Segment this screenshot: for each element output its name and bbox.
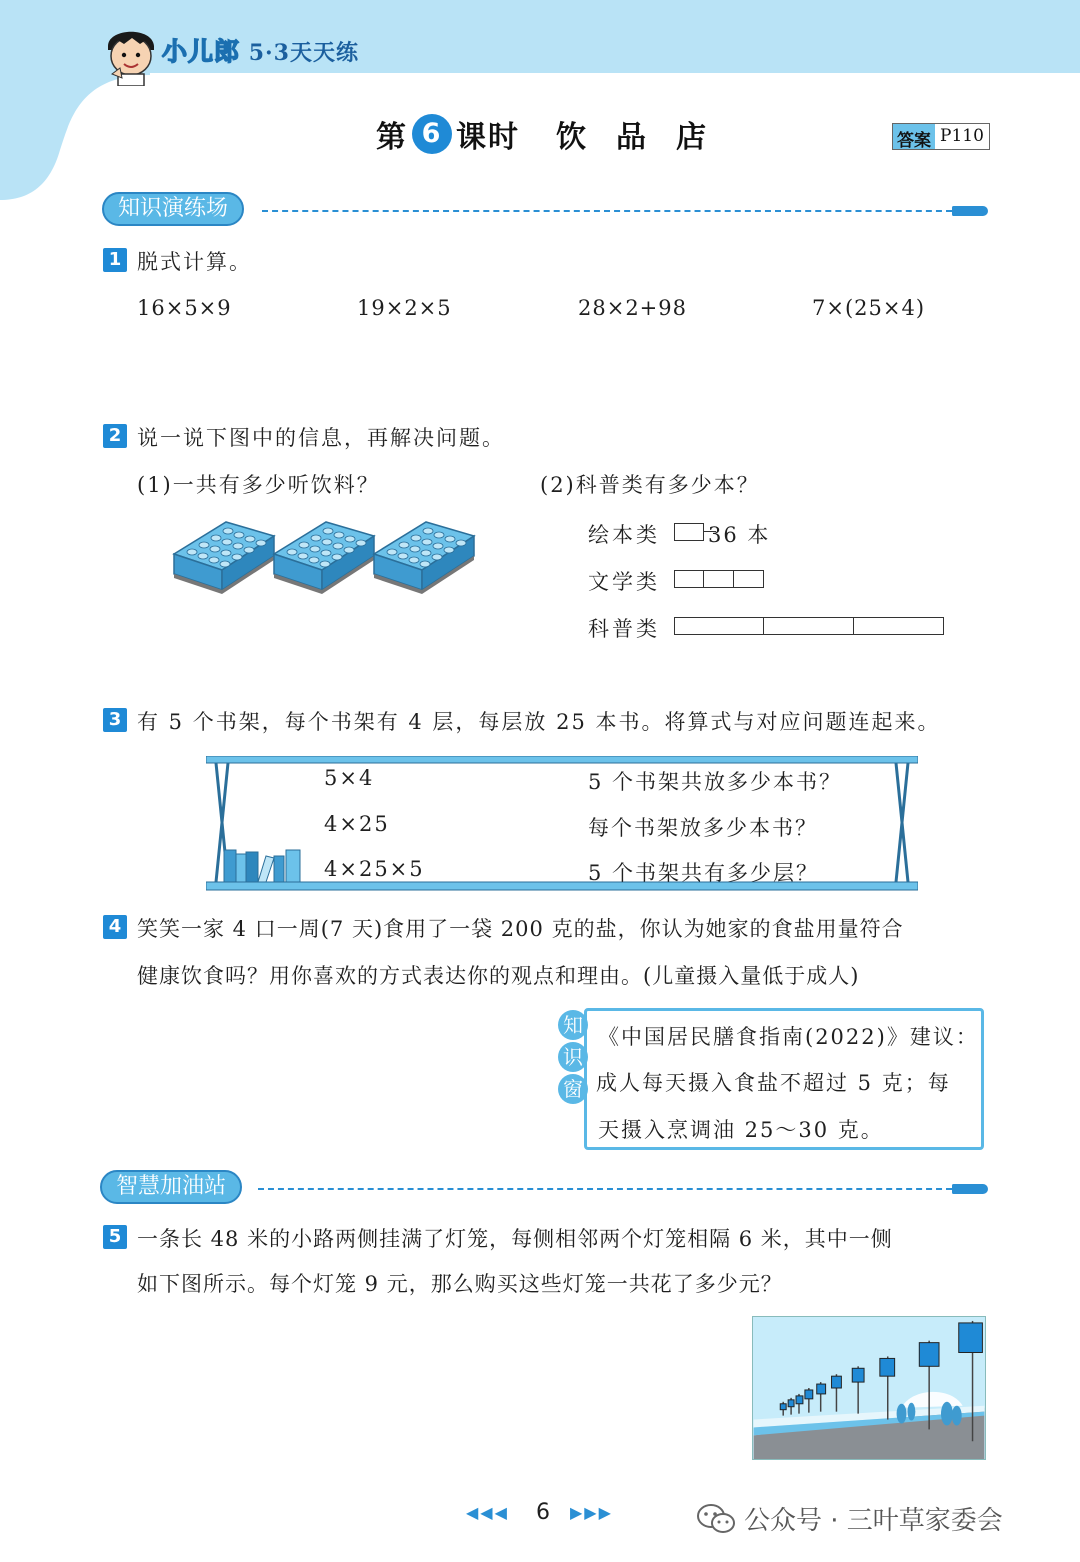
lesson-title xyxy=(376,112,736,156)
expression: 16×5×9 xyxy=(137,296,232,320)
bar-label-literature: 文学类 xyxy=(588,570,660,594)
match-question[interactable]: 5 个书架共放多少本书？ xyxy=(588,770,843,794)
match-question[interactable]: 5 个书架共有多少层？ xyxy=(588,861,820,885)
knowledge-char: 窗 xyxy=(558,1074,588,1104)
match-expression[interactable]: 4×25×5 xyxy=(324,857,425,881)
section-divider xyxy=(262,210,952,212)
match-expression[interactable]: 5×4 xyxy=(324,766,375,790)
brand-name: 小儿郎 xyxy=(162,37,241,66)
knowledge-line: 《中国居民膳食指南(2022)》建议： xyxy=(598,1025,979,1049)
lantern-street-image xyxy=(752,1316,986,1460)
header-band xyxy=(0,0,1080,200)
sub-question: (2)科普类有多少本？ xyxy=(540,473,760,497)
knowledge-char: 识 xyxy=(558,1042,588,1072)
answer-page: P110 xyxy=(935,124,989,149)
question-text-line: 笑笑一家 4 口一周(7 天)食用了一袋 200 克的盐，你认为她家的食盐用量符合 xyxy=(137,917,904,941)
bar-picture-books xyxy=(674,523,704,541)
section-challenge: 智慧加油站 xyxy=(100,1170,242,1204)
expression: 19×2×5 xyxy=(357,296,452,320)
question-prompt: 说一说下图中的信息，再解决问题。 xyxy=(137,426,505,450)
bar-label-picture-books: 绘本类 xyxy=(588,523,660,547)
bar-science-segment xyxy=(764,617,854,635)
expression: 7×(25×4) xyxy=(812,296,926,320)
knowledge-line: 成人每天摄入食盐不超过 5 克；每 xyxy=(596,1071,951,1095)
bar-science-segment xyxy=(854,617,944,635)
brand-logo xyxy=(162,32,359,68)
expression: 28×2+98 xyxy=(578,296,687,320)
bar-literature-segment xyxy=(734,570,764,588)
next-page-arrows[interactable]: ▶▶▶ xyxy=(570,1503,613,1522)
question-prompt: 脱式计算。 xyxy=(137,250,252,274)
match-question[interactable]: 每个书架放多少本书？ xyxy=(588,816,818,840)
question-number: 5 xyxy=(103,1225,127,1249)
watermark xyxy=(696,1500,1003,1537)
answer-reference[interactable] xyxy=(892,123,990,150)
question-text-line: 健康饮食吗？用你喜欢的方式表达你的观点和理由。(儿童摄入量低于成人) xyxy=(137,964,860,988)
lesson-number-badge: 6 xyxy=(412,114,452,154)
brand-series: 5·3天天练 xyxy=(248,40,359,66)
answer-label: 答案 xyxy=(893,124,935,149)
bar-science-segment xyxy=(674,617,764,635)
watermark-text: 公众号 · 三叶草家委会 xyxy=(744,1506,1003,1536)
section-practice: 知识演练场 xyxy=(102,192,244,226)
books-icon xyxy=(224,850,300,882)
mascot-icon xyxy=(102,24,160,86)
question-text-line: 一条长 48 米的小路两侧挂满了灯笼，每侧相邻两个灯笼相隔 6 米，其中一侧 xyxy=(137,1227,893,1251)
bar-label-science: 科普类 xyxy=(588,617,660,641)
question-number: 3 xyxy=(103,708,127,732)
lesson-name: 饮品店 xyxy=(556,120,736,155)
prev-page-arrows[interactable]: ◀◀◀ xyxy=(466,1503,509,1522)
knowledge-window-badge xyxy=(558,1010,592,1106)
knowledge-char: 知 xyxy=(558,1010,588,1040)
bar-extra-text: 36 本 xyxy=(708,523,771,547)
question-prompt: 有 5 个书架，每个书架有 4 层，每层放 25 本书。将算式与对应问题连起来。 xyxy=(137,710,941,734)
section-divider xyxy=(258,1188,952,1190)
question-number: 4 xyxy=(103,915,127,939)
question-number: 1 xyxy=(103,248,127,272)
lesson-prefix: 第 xyxy=(376,120,408,155)
question-text-line: 如下图所示。每个灯笼 9 元，那么购买这些灯笼一共花了多少元？ xyxy=(137,1272,783,1296)
question-number: 2 xyxy=(103,424,127,448)
lesson-suffix: 课时 xyxy=(456,120,520,155)
pencil-icon xyxy=(952,1184,988,1194)
bar-literature-segment xyxy=(674,570,704,588)
sub-question: (1)一共有多少听饮料？ xyxy=(137,473,380,497)
drink-packs-image xyxy=(172,514,478,594)
match-expression[interactable]: 4×25 xyxy=(324,812,390,836)
knowledge-line: 天摄入烹调油 25～30 克。 xyxy=(598,1118,884,1142)
pencil-icon xyxy=(952,206,988,216)
wechat-icon xyxy=(696,1503,736,1535)
page-number: 6 xyxy=(536,1500,550,1525)
bar-literature-segment xyxy=(704,570,734,588)
